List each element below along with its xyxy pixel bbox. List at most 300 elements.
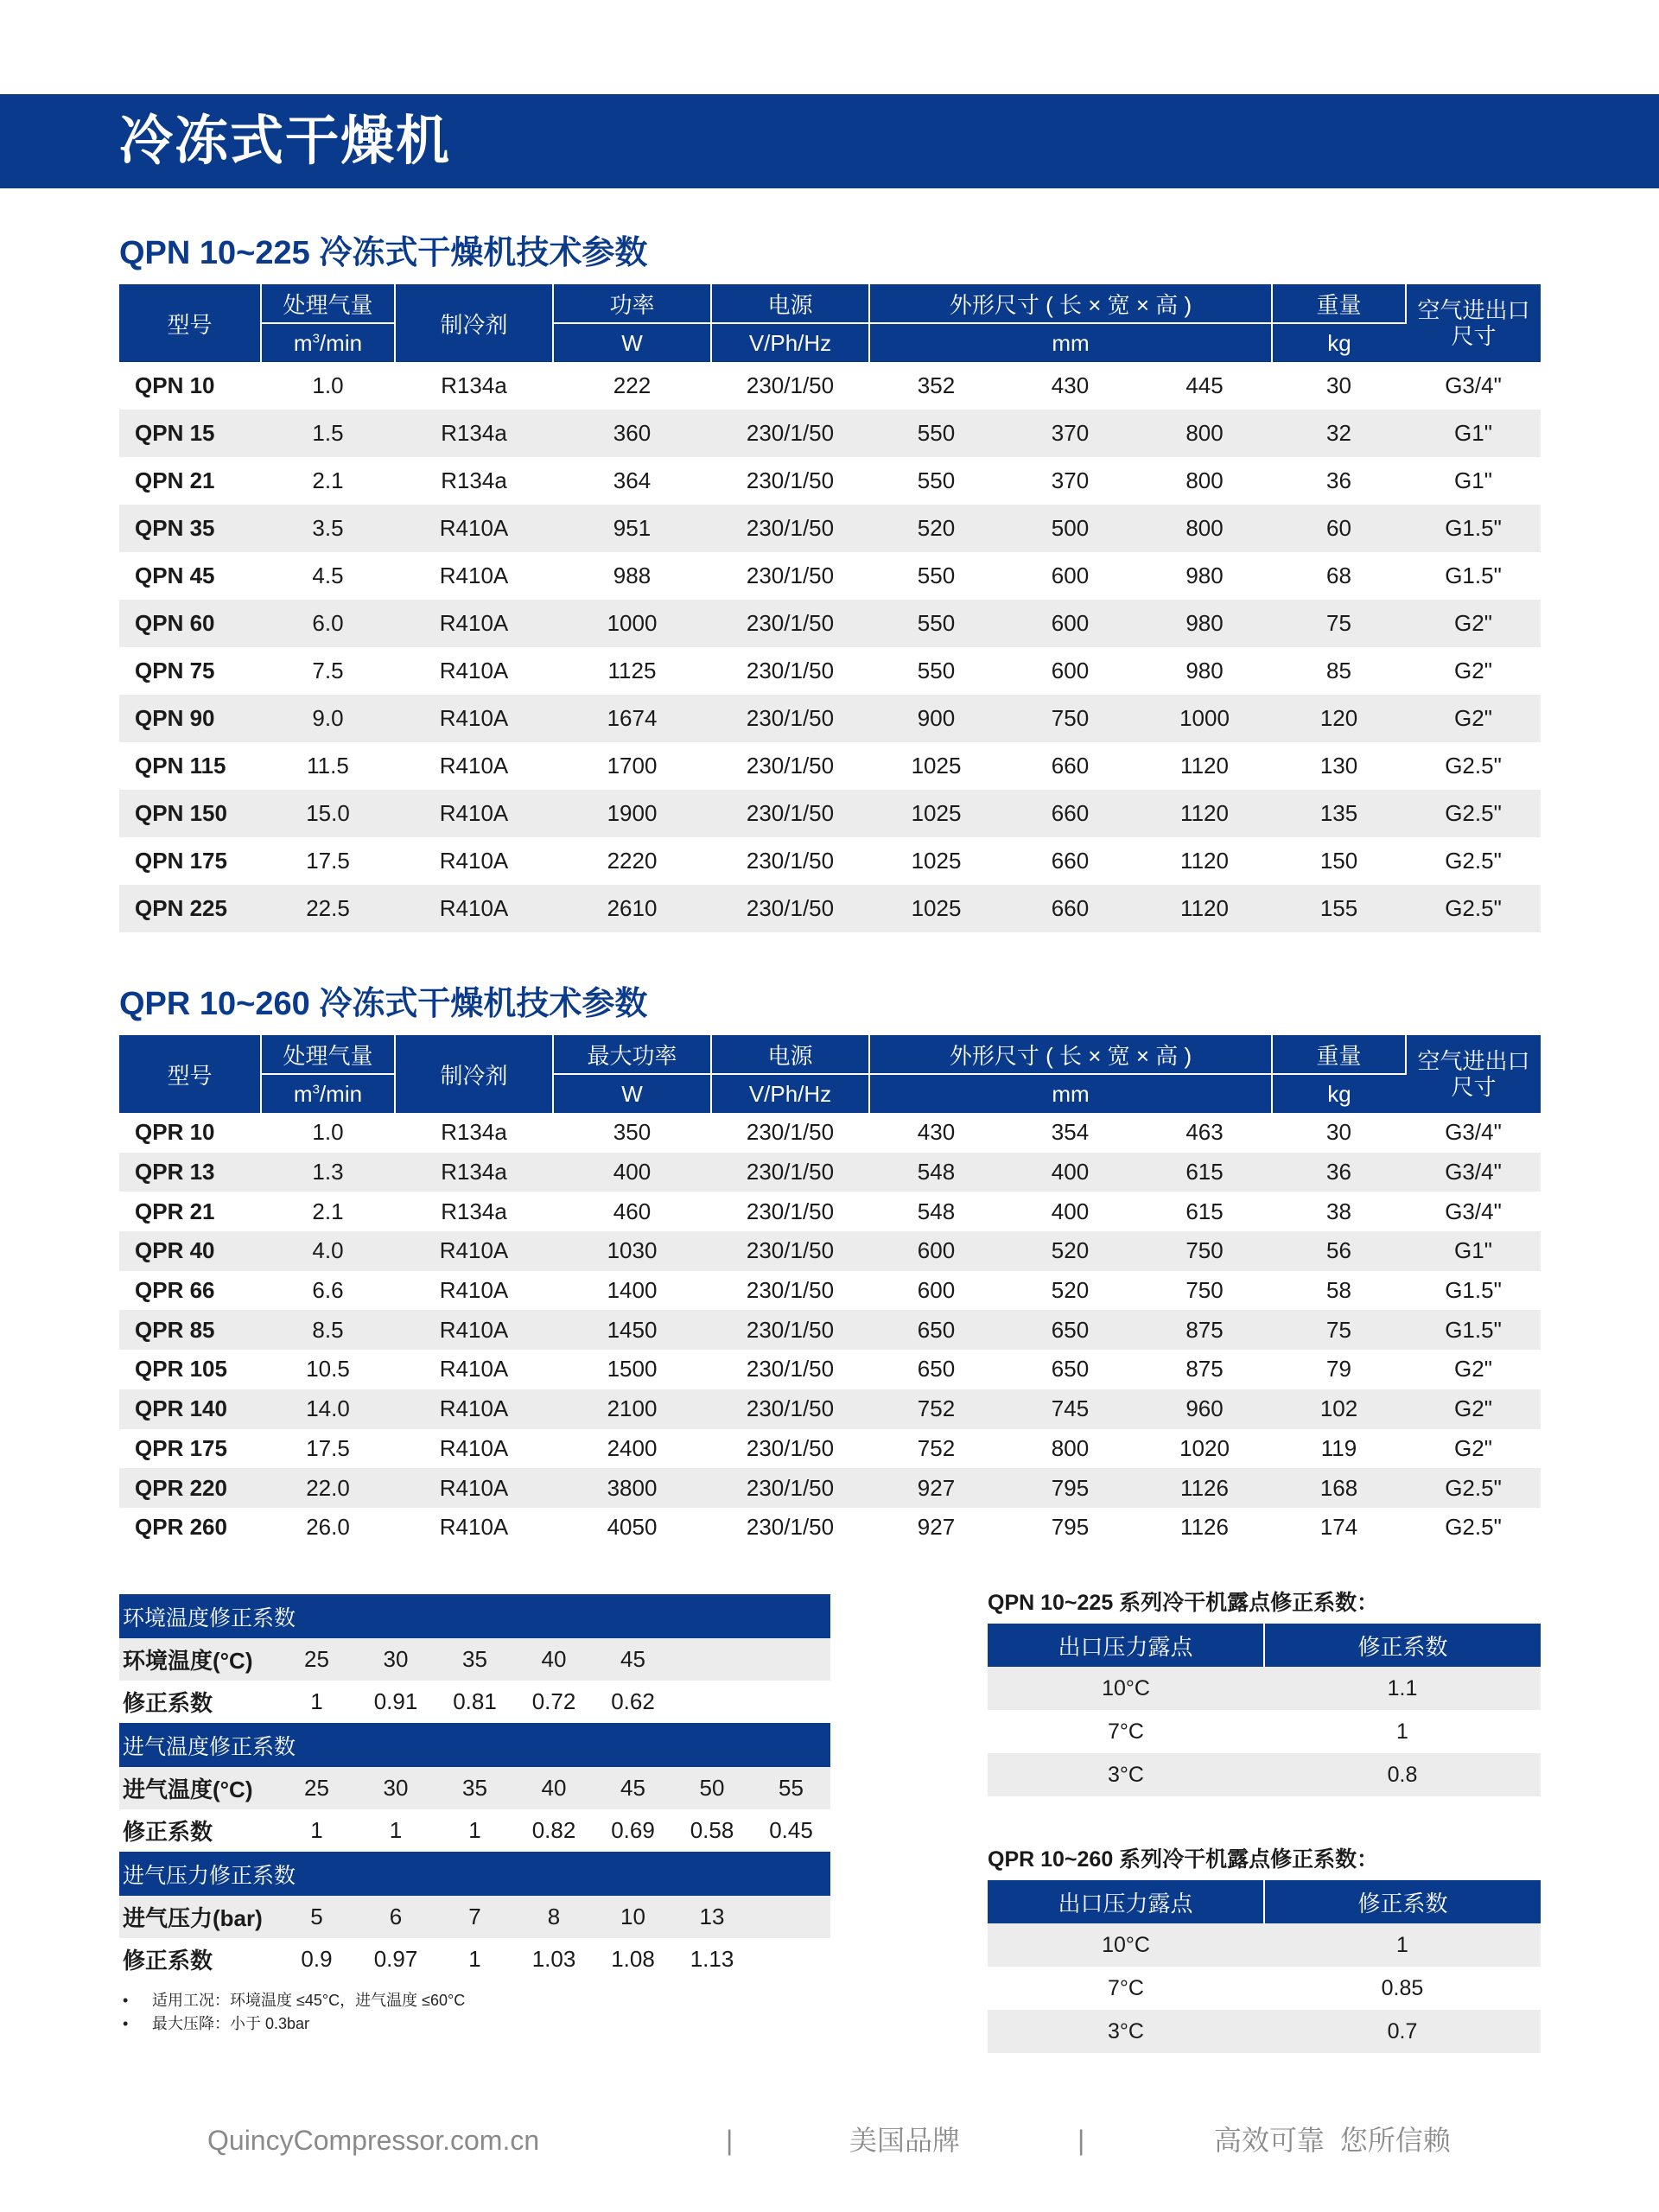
cell: R410A	[395, 1468, 553, 1508]
cell: 1030	[553, 1231, 711, 1271]
cell: 980	[1185, 658, 1224, 683]
cell: 0.69	[611, 1817, 655, 1843]
cell: 1020	[1179, 1434, 1230, 1461]
qpr-section-title: QPR 10~260 冷冻式干燥机技术参数	[119, 986, 648, 1022]
cell: 875	[1185, 1356, 1224, 1382]
cell: 800	[1137, 410, 1272, 457]
cell: 0.97	[373, 1946, 418, 1972]
table-row	[119, 410, 1541, 457]
cell: 230/1/50	[711, 790, 869, 837]
header-port-size: 空气进出口 尺寸	[1406, 284, 1541, 362]
cell: 6.6	[312, 1277, 344, 1304]
cell: 0.8	[1264, 1753, 1541, 1796]
header-flow: 处理气量	[261, 1035, 395, 1074]
cell: 150	[1319, 848, 1358, 874]
cell: 550	[917, 658, 956, 683]
inlet-temp-factor-row	[119, 1809, 830, 1852]
correction-factor-table	[119, 1594, 830, 1980]
cell: R410A	[439, 658, 509, 683]
cell: G3/4"	[1445, 372, 1502, 398]
cell: 752	[917, 1434, 956, 1461]
cell: 1025	[911, 753, 962, 779]
cell: G2"	[1454, 1356, 1492, 1382]
header-supply: 电源	[711, 1035, 869, 1074]
table-row	[119, 837, 1541, 885]
cell: R134a	[441, 1119, 507, 1146]
cell	[752, 1638, 830, 1681]
model-cell: QPN 45	[135, 563, 215, 588]
cell: 6.0	[261, 600, 395, 647]
qpn-section-title: QPN 10~225 冷冻式干燥机技术参数	[119, 235, 648, 271]
cell: G1.5"	[1445, 563, 1502, 588]
cell: 17.5	[306, 1434, 350, 1461]
cell: 1	[1264, 1923, 1541, 1967]
model-cell: QPN 21	[135, 467, 215, 493]
cell: 370	[1051, 467, 1090, 493]
cell: 500	[1003, 505, 1137, 552]
cell: G2"	[1406, 600, 1541, 647]
model-cell: QPR 21	[135, 1198, 215, 1224]
qpn-dewpoint-title: QPN 10~225 系列冷干机露点修正系数：	[988, 1591, 1379, 1615]
header-outlet-dewpoint: 出口压力露点	[988, 1880, 1264, 1923]
row-label: 修正系数	[123, 1690, 213, 1716]
cell: 1000	[553, 600, 711, 647]
cell: 30	[356, 1767, 435, 1809]
cell: 745	[1003, 1389, 1137, 1429]
cell: 650	[1051, 1356, 1090, 1382]
cell: R410A	[439, 1277, 509, 1304]
cell: 1	[468, 1946, 481, 1972]
cell: G3/4"	[1445, 1198, 1502, 1224]
cell: 2.1	[312, 1198, 344, 1224]
cell: 15.0	[261, 790, 395, 837]
cell: 360	[553, 410, 711, 457]
cell: 11.5	[307, 753, 349, 779]
bullet-icon: •	[123, 2015, 129, 2032]
cell: 230/1/50	[711, 410, 869, 457]
cell: G2"	[1406, 695, 1541, 742]
cell: 6	[356, 1896, 435, 1938]
table-row	[988, 1753, 1541, 1796]
cell: 230/1/50	[711, 695, 869, 742]
cell: 600	[1051, 658, 1090, 683]
header-correction-factor: 修正系数	[1264, 1880, 1541, 1923]
cell: 800	[1185, 467, 1224, 493]
cell: G2"	[1454, 658, 1492, 683]
cell: R410A	[395, 600, 553, 647]
cell: 1.13	[690, 1946, 734, 1972]
cell: 230/1/50	[711, 505, 869, 552]
header-power-unit: W	[553, 1074, 711, 1113]
cell: G1.5"	[1406, 505, 1541, 552]
cell: 120	[1272, 695, 1406, 742]
cell: 3800	[553, 1468, 711, 1508]
header-flow-unit: $m^3/\min$	[261, 323, 395, 362]
header-power: 功率	[553, 284, 711, 323]
table-row	[988, 1710, 1541, 1753]
cell: 13	[672, 1896, 752, 1938]
cell: G3/4"	[1406, 1153, 1541, 1192]
footer-separator: |	[726, 2125, 734, 2156]
cell: 30	[1326, 372, 1351, 398]
model-cell: QPR 140	[119, 1389, 261, 1429]
cell	[752, 1681, 830, 1723]
cell: 14.0	[261, 1389, 395, 1429]
cell: 1125	[607, 658, 657, 683]
cell: 660	[1051, 848, 1090, 874]
cell: 0.45	[769, 1817, 813, 1843]
header-dimensions: 外形尺寸 ( 长 × 宽 × 高 )	[869, 1035, 1272, 1074]
cell: R410A	[395, 695, 553, 742]
cell: 1120	[1180, 848, 1229, 874]
table-row	[119, 1508, 1541, 1548]
header-flow-unit: $m^3/\min$	[261, 1074, 395, 1113]
row-label: 修正系数	[123, 1948, 213, 1974]
table-row	[988, 1923, 1541, 1967]
cell: 230/1/50	[746, 1198, 835, 1224]
cell: 40	[514, 1638, 594, 1681]
header-refrigerant: 制冷剂	[395, 1035, 553, 1113]
cell: R410A	[439, 563, 509, 588]
cell: G2.5"	[1406, 885, 1541, 932]
cell: 55	[752, 1767, 830, 1809]
cell: 1400	[607, 1277, 658, 1304]
cell: 45	[594, 1767, 672, 1809]
model-cell: QPN 75	[135, 658, 215, 683]
cell: 230/1/50	[746, 1514, 835, 1541]
cell: 0.82	[531, 1817, 576, 1843]
table-row	[119, 695, 1541, 742]
cell: 520	[1051, 1277, 1090, 1304]
cell: 615	[1185, 1198, 1224, 1224]
table-row	[119, 1310, 1541, 1350]
cell: 130	[1319, 753, 1358, 779]
cell: 430	[1051, 372, 1090, 398]
cell: 1.0	[312, 372, 344, 398]
cell: R134a	[395, 410, 553, 457]
cell: R410A	[395, 1231, 553, 1271]
cell: 795	[1051, 1514, 1090, 1541]
cell: 36	[1326, 467, 1351, 493]
cell: 1000	[1137, 695, 1272, 742]
cell: 350	[613, 1119, 652, 1146]
cell: 0.9	[301, 1946, 333, 1972]
header-supply-unit: V/Ph/Hz	[711, 1074, 869, 1113]
table-row	[119, 1113, 1541, 1153]
table-row	[119, 885, 1541, 932]
cell: 230/1/50	[746, 848, 835, 874]
cell: 230/1/50	[711, 600, 869, 647]
cell: 8	[514, 1896, 594, 1938]
cell: 8.5	[261, 1310, 395, 1350]
table-row	[119, 600, 1541, 647]
cell: 1.3	[261, 1153, 395, 1192]
cell: 2400	[607, 1434, 658, 1461]
header-outlet-dewpoint: 出口压力露点	[988, 1624, 1264, 1667]
model-cell: QPR 66	[135, 1277, 215, 1304]
cell: 85	[1326, 658, 1351, 683]
cell: 660	[1051, 753, 1090, 779]
row-label: 修正系数	[123, 1819, 213, 1845]
cell: 230/1/50	[746, 467, 835, 493]
model-cell: QPN 10	[135, 372, 215, 398]
model-cell: QPR 220	[119, 1468, 261, 1508]
header-weight: 重量	[1272, 284, 1406, 323]
cell: 927	[869, 1468, 1003, 1508]
cell: 22.5	[261, 885, 395, 932]
cell: 56	[1272, 1231, 1406, 1271]
cell: R410A	[395, 1310, 553, 1350]
cell: 168	[1272, 1468, 1406, 1508]
model-cell: QPR 105	[135, 1356, 227, 1382]
cell: 75	[1272, 1310, 1406, 1350]
cell: 230/1/50	[711, 1153, 869, 1192]
cell: R134a	[441, 372, 507, 398]
cell: G1.5"	[1406, 1310, 1541, 1350]
inlet-pressure-row	[119, 1896, 830, 1938]
cell: 10°C	[988, 1667, 1264, 1710]
cell: 460	[613, 1198, 652, 1224]
cell: 1126	[1180, 1514, 1229, 1541]
cell: G1"	[1406, 1231, 1541, 1271]
cell	[672, 1638, 752, 1681]
cell: 3.5	[261, 505, 395, 552]
table-row	[988, 2010, 1541, 2053]
cell: G2.5"	[1445, 848, 1502, 874]
cell: 1126	[1137, 1468, 1272, 1508]
qpr-dewpoint-title: QPR 10~260 系列冷干机露点修正系数：	[988, 1847, 1379, 1872]
row-label: 进气温度(°C)	[119, 1767, 277, 1809]
inlet-temp-row	[119, 1767, 830, 1809]
cell: 4.0	[261, 1231, 395, 1271]
footer-brand: 美国品牌	[849, 2125, 961, 2156]
cell: 600	[869, 1231, 1003, 1271]
cell: 370	[1003, 410, 1137, 457]
model-cell: QPN 150	[119, 790, 261, 837]
cell: 1	[389, 1817, 403, 1843]
qpn-spec-table	[119, 284, 1541, 932]
cell	[672, 1681, 752, 1723]
bullet-icon: •	[123, 1992, 129, 2009]
table-row	[988, 1667, 1541, 1710]
model-cell: QPR 13	[119, 1153, 261, 1192]
model-cell: QPN 15	[119, 410, 261, 457]
cell: 230/1/50	[711, 1231, 869, 1271]
model-cell: QPR 10	[135, 1119, 215, 1146]
cell: 980	[1137, 600, 1272, 647]
cell: 7.5	[312, 658, 344, 683]
cell: 1	[310, 1817, 323, 1843]
cell: 222	[613, 372, 652, 398]
qpn-dewpoint-table	[988, 1624, 1541, 1796]
cell: R134a	[441, 1198, 507, 1224]
header-supply: 电源	[711, 284, 869, 323]
cell: 1025	[911, 848, 962, 874]
cell: 36	[1272, 1153, 1406, 1192]
table-row	[988, 1967, 1541, 2010]
model-cell: QPN 115	[135, 753, 226, 779]
model-cell: QPR 40	[119, 1231, 261, 1271]
cell: 750	[1185, 1277, 1224, 1304]
cell: 750	[1137, 1231, 1272, 1271]
model-cell: QPN 60	[119, 600, 261, 647]
cell: 35	[435, 1638, 514, 1681]
cell: 660	[1003, 790, 1137, 837]
table-row	[119, 552, 1541, 600]
cell: 550	[917, 467, 956, 493]
cell: 550	[869, 410, 1003, 457]
table-row	[119, 1192, 1541, 1231]
cell: 79	[1326, 1356, 1351, 1382]
qpn-table-body	[119, 362, 1541, 932]
cell: 354	[1051, 1119, 1090, 1146]
table-row	[119, 362, 1541, 410]
cell: 650	[1003, 1310, 1137, 1350]
footer-slogan: 高效可靠 您所信赖	[1214, 2125, 1451, 2156]
cell: 230/1/50	[746, 1356, 835, 1382]
cell: 4.5	[312, 563, 344, 588]
cell: 0.85	[1381, 1975, 1424, 2000]
inlet-pressure-factor-row	[119, 1938, 830, 1980]
cell: 0.91	[373, 1688, 418, 1714]
cell: 2220	[607, 848, 658, 874]
note-item	[119, 1989, 465, 2012]
cell: 3°C	[988, 1753, 1264, 1796]
cell: 352	[917, 372, 956, 398]
cell: G1"	[1454, 467, 1492, 493]
header-model: 型号	[119, 1035, 261, 1113]
cell: 75	[1272, 600, 1406, 647]
cell: R134a	[441, 467, 507, 493]
cell: 155	[1272, 885, 1406, 932]
cell: 1025	[869, 790, 1003, 837]
cell: 400	[1051, 1198, 1090, 1224]
table-row	[119, 1153, 1541, 1192]
cell: R410A	[439, 753, 509, 779]
cell: 230/1/50	[746, 372, 835, 398]
cell: 400	[1003, 1153, 1137, 1192]
cell: 400	[553, 1153, 711, 1192]
table-row	[119, 742, 1541, 790]
cell: 1500	[607, 1356, 658, 1382]
cell: R410A	[439, 1356, 509, 1382]
cell: 230/1/50	[711, 1389, 869, 1429]
table-row	[119, 647, 1541, 695]
cell: 1.08	[611, 1946, 655, 1972]
header-weight: 重量	[1272, 1035, 1406, 1074]
cell: 430	[917, 1119, 956, 1146]
table-row	[119, 1231, 1541, 1271]
cell: 4050	[607, 1514, 658, 1541]
header-supply-unit: V/Ph/Hz	[711, 323, 869, 362]
cell: 960	[1137, 1389, 1272, 1429]
page-title: 冷冻式干燥机	[119, 111, 452, 171]
cell: 35	[435, 1767, 514, 1809]
cell: 230/1/50	[746, 1119, 835, 1146]
header-weight-unit: kg	[1272, 323, 1406, 362]
cell: 230/1/50	[746, 1277, 835, 1304]
cell: 1120	[1137, 885, 1272, 932]
cell: 1.5	[261, 410, 395, 457]
header-model: 型号	[119, 284, 261, 362]
cell: 1120	[1137, 790, 1272, 837]
header-max-power: 最大功率	[553, 1035, 711, 1074]
header-power-unit: W	[553, 323, 711, 362]
cell: 1	[1396, 1719, 1408, 1744]
footer-website: QuincyCompressor.com.cn	[207, 2125, 540, 2156]
cell: R410A	[439, 848, 509, 874]
cell: 1.0	[312, 1119, 344, 1146]
cell: 22.0	[261, 1468, 395, 1508]
ambient-factor-row	[119, 1681, 830, 1723]
table-row	[119, 457, 1541, 505]
cell: 9.0	[261, 695, 395, 742]
table-row	[119, 1350, 1541, 1389]
cell: 364	[613, 467, 652, 493]
cell: 1.03	[531, 1946, 576, 1972]
table-row	[119, 505, 1541, 552]
cell: G3/4"	[1445, 1119, 1502, 1146]
cell: 17.5	[306, 848, 350, 874]
cell: 550	[917, 563, 956, 588]
cell: 1.1	[1264, 1667, 1541, 1710]
cell: 30	[1326, 1119, 1351, 1146]
cell: R134a	[395, 1153, 553, 1192]
cell: 7°C	[1108, 1719, 1144, 1744]
header-correction-factor: 修正系数	[1264, 1624, 1541, 1667]
header-flow: 处理气量	[261, 284, 395, 323]
cell: R410A	[395, 505, 553, 552]
cell: 752	[869, 1389, 1003, 1429]
inlet-pressure-section-header: 进气压力修正系数	[119, 1852, 830, 1896]
cell: 0.58	[690, 1817, 734, 1843]
cell: 600	[1003, 600, 1137, 647]
table-row	[119, 1389, 1541, 1429]
cell: R410A	[395, 1389, 553, 1429]
cell: 230/1/50	[711, 885, 869, 932]
cell: 1	[310, 1688, 323, 1714]
header-weight-unit: kg	[1272, 1074, 1406, 1113]
cell: 463	[1185, 1119, 1224, 1146]
cell: 174	[1319, 1514, 1358, 1541]
cell: 7°C	[1108, 1975, 1144, 2000]
cell: 2.1	[312, 467, 344, 493]
cell: 875	[1137, 1310, 1272, 1350]
cell: 600	[1051, 563, 1090, 588]
cell: 2100	[553, 1389, 711, 1429]
cell: 135	[1272, 790, 1406, 837]
cell: 550	[869, 600, 1003, 647]
row-label: 环境温度(°C)	[119, 1638, 277, 1681]
cell: 32	[1272, 410, 1406, 457]
cell: R410A	[395, 885, 553, 932]
cell: 10	[594, 1896, 672, 1938]
cell: 548	[917, 1198, 956, 1224]
cell: 40	[514, 1767, 594, 1809]
cell: G2.5"	[1406, 1468, 1541, 1508]
cell: 927	[917, 1514, 956, 1541]
cell: G2.5"	[1445, 753, 1502, 779]
cell: 60	[1272, 505, 1406, 552]
cell: 2610	[553, 885, 711, 932]
cell: 0.62	[611, 1688, 655, 1714]
model-cell: QPR 175	[135, 1434, 227, 1461]
cell: 900	[869, 695, 1003, 742]
cell: 25	[277, 1638, 356, 1681]
cell: 1900	[553, 790, 711, 837]
cell: 520	[869, 505, 1003, 552]
cell: 102	[1272, 1389, 1406, 1429]
